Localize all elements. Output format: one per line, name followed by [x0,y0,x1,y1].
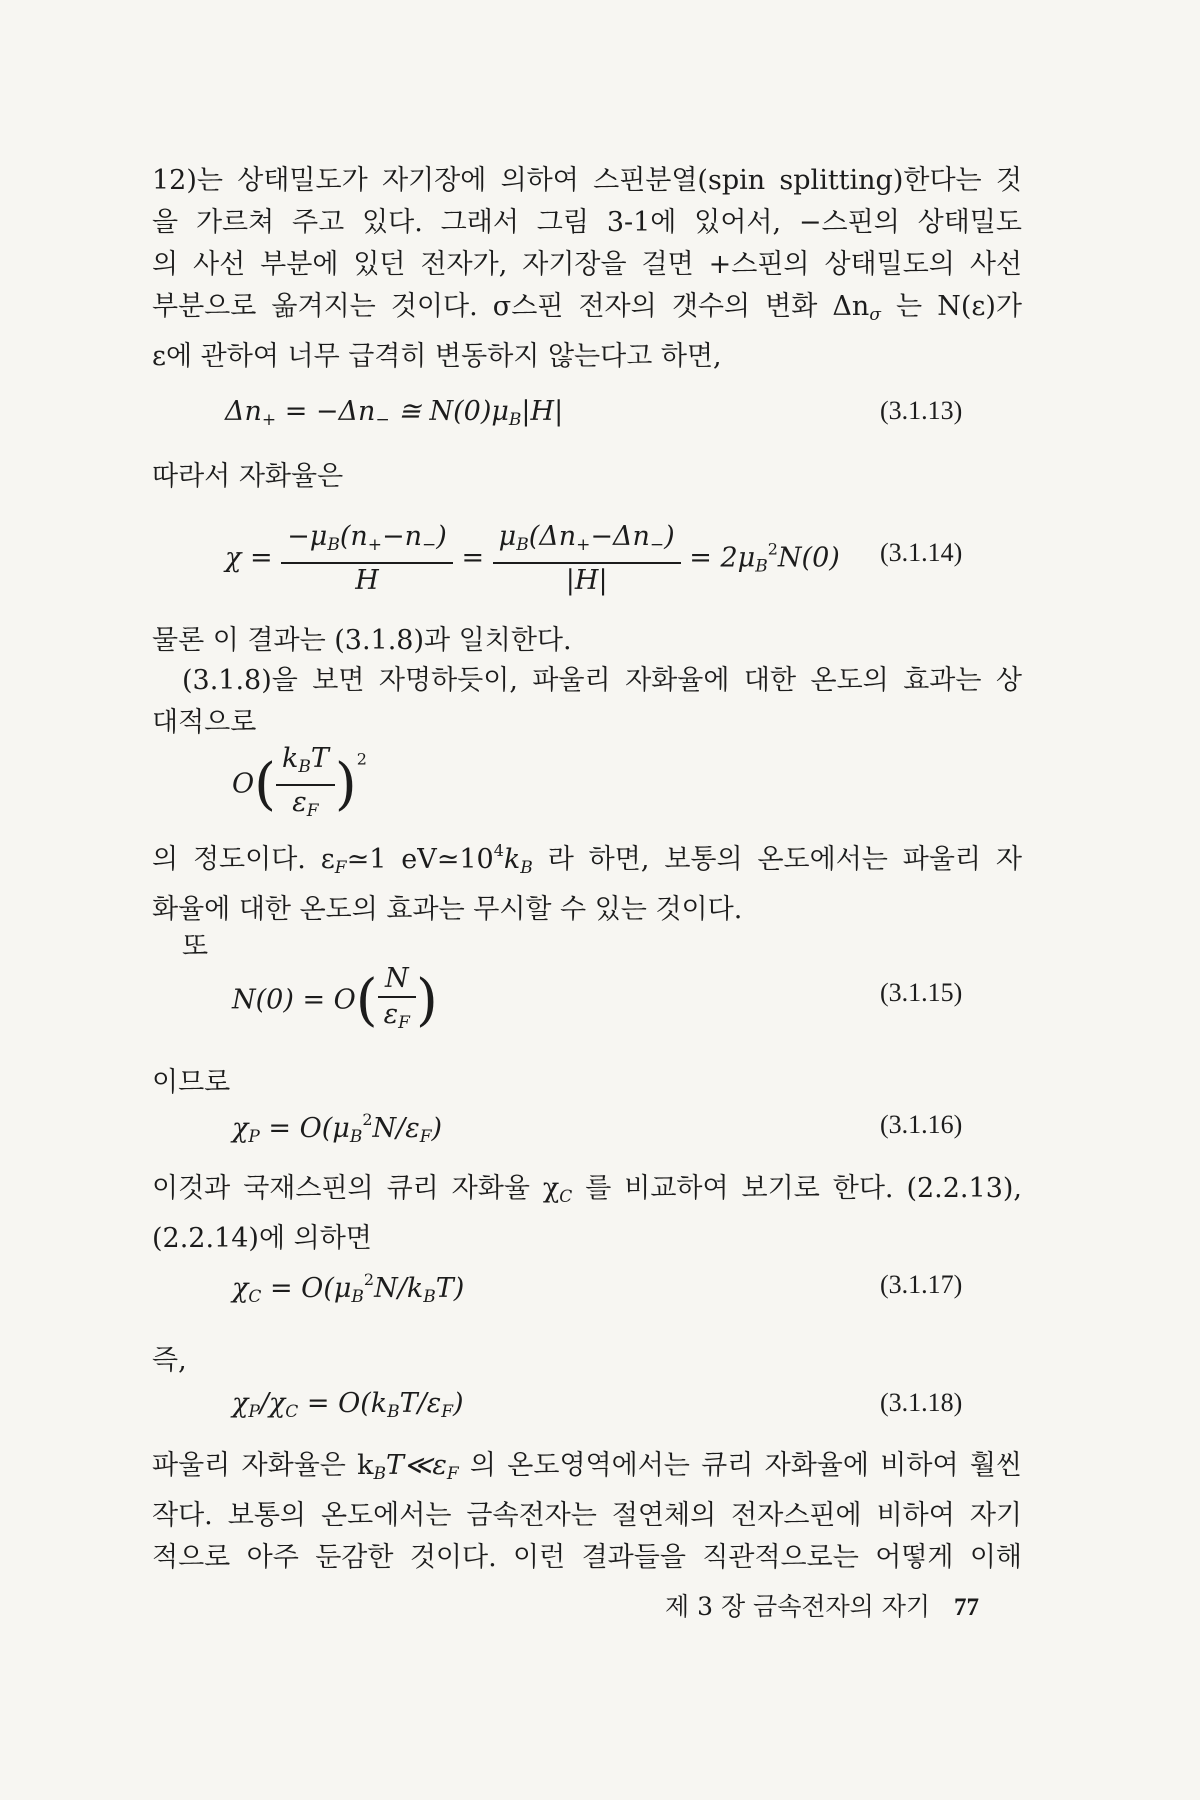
text-line: 12)는 상태밀도가 자기장에 의하여 스핀분열(spin splitting)한다는 것 [152,165,1022,196]
subscript: + [367,535,383,555]
text-line: 대적으로 [152,707,257,738]
equation-number: (3.1.17) [880,1270,963,1299]
subscript: B [351,1287,364,1307]
subscript: B [423,1287,436,1307]
text-line: 작다. 보통의 온도에서는 금속전자는 절연체의 전자스핀에 비하여 자기 [152,1500,1022,1531]
superscript: 4 [493,841,504,860]
subscript: B [373,1464,387,1484]
text-line: 을 가르쳐 주고 있다. 그래서 그림 3-1에 있어서, −스핀의 상태밀도 [152,207,1022,238]
subscript: F [441,1402,454,1422]
text-span: 를 비교하여 보기로 한다. (2.2.13), [585,1173,1022,1204]
equation-3-1-13 [225,396,563,430]
subscript: B [508,410,522,430]
subscript: + [576,535,591,555]
subscript: F [398,1013,410,1033]
denominator: |H| [565,565,608,596]
subscript: B [387,1402,400,1422]
denominator [378,998,416,1040]
text-span: 이것과 국재스핀의 큐리 자화율 χ [152,1173,560,1204]
subscript: B [349,1127,363,1147]
subscript: F [419,1127,432,1147]
eq-text: ≅ N(0)μ [389,396,509,427]
eq-text: = −Δn [276,396,376,427]
subscript: B [516,535,529,555]
eq-text: Δn [225,396,262,427]
eq-text: −Δn [590,521,650,552]
eq-text: (Δn [528,521,577,552]
equation-number: (3.1.13) [880,396,963,425]
subscript: C [559,1187,573,1207]
eq-text: −μ [287,521,328,552]
subscript: − [649,535,665,555]
text-line: 화율에 대한 온도의 효과는 무시할 수 있는 것이다. [152,894,743,925]
text-span: 라 하면, 보통의 온도에서는 파울리 자 [547,844,1022,875]
eq-text: ) [664,521,675,552]
denominator: H [355,565,379,596]
eq-text: N/k [374,1273,424,1304]
text-line: (3.1.8)을 보면 자명하듯이, 파울리 자화율에 대한 온도의 효과는 상 [182,665,1022,696]
eq-text: = O(μ [259,1113,350,1144]
eq-text: ε [383,999,399,1030]
eq-text: N/ε [372,1113,420,1144]
eq-text: ε [292,787,307,818]
text-line: (2.2.14)에 의하면 [152,1223,372,1254]
eq-text: |H| [521,396,564,427]
subscript: − [422,535,437,555]
paragraph-2: 따라서 자화율은 [152,461,344,492]
eq-text: χ [232,1113,249,1144]
equation-number: (3.1.15) [880,978,963,1007]
paren-open: ( [254,752,276,817]
text-span: k [503,844,521,875]
eq-text: N(0) = O [232,984,356,1016]
text-span: 부분으로 옮겨지는 것이다. σ스핀 전자의 갯수의 변화 Δn [152,291,870,322]
eq-text: ) [431,1113,443,1144]
text-span: T≪ε [386,1450,447,1481]
equation-number: (3.1.16) [880,1110,963,1139]
equation-3-1-14 [225,520,840,598]
subscript: B [327,535,340,555]
text-span: 의 온도영역에서는 큐리 자화율에 비하여 훨씬 [469,1450,1022,1481]
paren-close: ) [415,968,438,1033]
text-line [152,1168,1022,1218]
eq-text: = O(k [298,1388,388,1419]
eq-text: χ = [225,542,273,574]
text-line [152,830,1022,889]
fraction [493,520,681,598]
subscript: + [261,410,277,430]
numerator [493,520,681,564]
fraction [378,962,416,1040]
subscript: P [248,1402,260,1422]
superscript: 2 [356,749,367,769]
paragraph-5 [152,830,1022,931]
subscript: C [285,1402,299,1422]
paragraph-3: 물론 이 결과는 (3.1.8)과 일치한다. [152,625,572,656]
paren-close: ) [334,752,357,817]
subscript: − [375,410,390,430]
paragraph-1 [152,160,1022,378]
eq-text: N(0) [777,542,840,574]
numerator [281,520,453,564]
fraction [281,520,453,598]
paragraph-7: 이므로 [152,1067,231,1098]
fraction [276,742,335,828]
equation-3-1-18 [232,1388,464,1422]
equation-3-1-15 [232,962,438,1040]
page-number: 77 [954,1594,980,1621]
text-line [152,1445,1022,1495]
text-span: 파울리 자화율은 k [152,1450,374,1481]
numerator [276,742,335,786]
eq-text: = O(μ [261,1273,352,1304]
subscript: B [520,858,533,878]
eq-text: O [232,768,255,800]
eq-text: T) [435,1273,465,1304]
paragraph-8 [152,1168,1022,1260]
subscript: F [334,858,347,878]
paragraph-9: 즉, [152,1345,187,1376]
eq-text: μ [498,521,517,552]
eq-text: ) [436,521,447,552]
eq-text: χ [232,1388,249,1419]
subscript: P [248,1127,260,1147]
running-head: 제 3 장 금속전자의 자기 [665,1592,931,1621]
eq-text: −n [382,521,423,552]
superscript: 2 [767,539,778,559]
order-expression [232,742,367,828]
subscript: B [298,757,311,777]
subscript: σ [869,305,881,325]
subscript: B [755,556,768,577]
eq-text: /χ [259,1388,286,1419]
eq-text: χ [232,1273,249,1304]
eq-text: = [461,542,485,574]
equation-number: (3.1.14) [880,538,963,567]
paragraph-6: 또 [182,931,209,962]
text-span: 는 N(ε)가 [896,291,1022,322]
paren-open: ( [355,968,378,1033]
equation-3-1-17 [232,1270,464,1307]
text-span: 의 정도이다. ε [152,844,335,875]
equation-3-1-16 [232,1110,442,1147]
eq-text: ) [453,1388,464,1419]
page-footer [665,1587,979,1623]
eq-text: T [310,743,329,774]
eq-text: k [282,743,299,774]
numerator: N [378,962,416,998]
paragraph-4 [152,660,1022,744]
subscript: C [248,1287,262,1307]
eq-text: T/ε [399,1388,442,1419]
subscript: F [306,801,319,821]
paragraph-10 [152,1445,1022,1579]
text-line: 적으로 아주 둔감한 것이다. 이런 결과들을 직관적으로는 어떻게 이해 [152,1542,1022,1573]
denominator [276,786,335,828]
eq-text: = 2μ [689,542,756,574]
text-span: ≃1 eV≃10 [346,844,494,875]
superscript: 2 [362,1110,373,1129]
text-line: ε에 관하여 너무 급격히 변동하지 않는다고 하면, [152,341,722,372]
superscript: 2 [363,1270,375,1289]
text-line: 의 사선 부분에 있던 전자가, 자기장을 걸면 +스핀의 상태밀도의 사선 [152,249,1022,280]
text-line [152,286,1022,336]
equation-number: (3.1.18) [880,1388,963,1417]
subscript: F [446,1464,459,1484]
eq-text: (n [339,521,368,552]
